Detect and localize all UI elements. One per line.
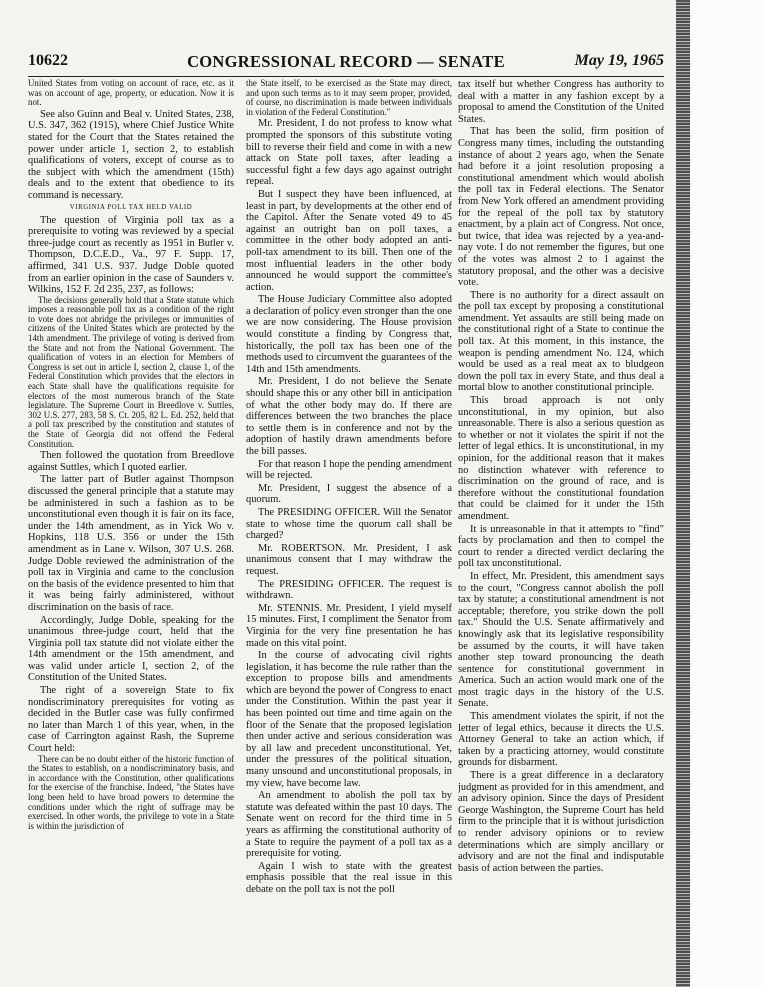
paragraph: Then followed the quotation from Breedlove against Suttles, which I quoted earlier. xyxy=(28,450,234,473)
page-header xyxy=(28,52,664,77)
paragraph: The question of Virginia poll tax as a prerequisite to voting was reviewed by a special three-judge court as recently as 1951 in Butler v. Thompson, D.C.E.D., Va., 97 F. Supp. 17, affirmed, 341 U.S. 937. Judge Doble quoted from an earlier opinion in the case of Saunders v. Wilkins, 152 F. 2d 235, 237, as follows: xyxy=(28,214,234,296)
paragraph: Accordingly, Judge Doble, speaking for the unanimous three-judge court, held that the Virginia poll tax statute did not violate either the 14th amendment or the 15th amendment, and was valid under article I, section 2, of the Constitution of the United States. xyxy=(28,614,234,684)
publication-date: May 19, 1965 xyxy=(574,52,664,69)
paragraph: Mr. President, I do not believe the Senate should shape this or any other bill in anticipation of what the other body may do. If there are differences between the two branches the place to settle them is in conference and not by the adoption of hastily drawn amendments before the bill passes. xyxy=(246,376,452,457)
paragraph: There is no authority for a direct assault on the poll tax except by proposing a constitutional amendment. Yet assaults are still being made on the constitutional right of a State to continue the poll tax. At this moment, in this instance, the weapon is pending amendment No. 124, which would be used as a real meat ax to bludgeon down the poll tax in every State, and thus deal a mortal blow to another constitutional principle. xyxy=(458,289,664,394)
paragraph: For that reason I hope the pending amendment will be rejected. xyxy=(246,458,452,482)
paragraph: The right of a sovereign State to fix nondiscriminatory prerequisites for voting as decided in the Butler case was fully confirmed no later than March 1 of this year, when, in the case of Carrington against Rash, the Supreme Court held: xyxy=(28,685,234,755)
paragraph: See also Guinn and Beal v. United States, 238, U.S. 347, 362 (1915), where Chief Justice White stated for the Court that the States retained the power under article 1, section 2, to establish qualifications of voters, except of course as to the subject with which the amendment (15th) deals and to the extent that obedience to its command is necessary. xyxy=(28,108,234,201)
paragraph: This broad approach is not only unconstitutional, in my opinion, but also unreasonable. There is also a serious question as to whether or not it violates the spirit if not the letter of legal ethics. It is unconstitutional, in my opinion, for the additional reason that it makes no distinction whatever with reference to discrimination on the ground of race, and is therefore without the constitutional foundation that could be claimed for it under the 15th amendment. xyxy=(458,395,664,522)
column-left xyxy=(28,79,234,979)
paragraph: That has been the solid, firm position of Congress many times, including the outstanding instance of about 2 years ago, when the Senate had before it a joint resolution proposing a constitutional amendment which would abolish the poll tax in Federal elections. The Senator from New York offered an amendment providing for the repeal of the poll tax by statutory enactment, by a plain act of Congress. Not once, but twice, that idea was rejected by a yea-and-nay vote. I do not remember the figures, but one of the votes was almost 2 to 1 against the statutory proposal, and the other was a decisive vote. xyxy=(458,126,664,289)
paragraph: The PRESIDING OFFICER. Will the Senator state to whose time the quorum call shall be charged? xyxy=(246,506,452,542)
paragraph: Again I wish to state with the greatest emphasis possible that the real issue in this debate on the poll tax is not the poll xyxy=(246,860,452,895)
paragraph: In the course of advocating civil rights legislation, it has become the rule rather than the exception to propose bills and amendments which are beyond the power of Congress to enact under the Constitution. Within the past year it has been pointed out time and time again on the floor of the Senate that the proposed legislation then under active and serious consideration was by all law and precedent unconstitutional. Yet, under the pressures of the political situation, many unsound and unconstitutional proposals, in my view, have become law. xyxy=(246,650,452,789)
paragraph: Mr. ROBERTSON. Mr. President, I ask unanimous consent that I may withdraw the request. xyxy=(246,542,452,577)
paragraph: It is unreasonable in that it attempts to "find" facts by proclamation and then to compel the court to render a directed verdict declaring the poll tax unconstitutional. xyxy=(458,523,664,570)
paragraph: This amendment violates the spirit, if not the letter of legal ethics, because it directs the U.S. Attorney General to take an action which, if taken by a practicing attorney, would constitute grounds for disbarment. xyxy=(458,711,664,769)
paragraph: An amendment to abolish the poll tax by statute was defeated within the past 10 days. The Senate went on record for the third time in 5 years as affirming the constitutional authority of a State to require the payment of a poll tax as a prerequisite for voting. xyxy=(246,790,452,860)
column-right xyxy=(458,79,664,979)
paragraph: The latter part of Butler against Thompson discussed the general principle that a statute may be administered in such a fashion as to be unconstitutional even though it is fair on its face, under the 14th amendment, as in Yick Wo v. Hopkins, 118 U.S. 356 or under the 15th amendment as in Lane v. Wilson, 307 U.S. 268. Judge Doble reviewed the administration of the poll tax in Virginia and came to the conclusion on the basis of the evidence presented to him that it was being fairly administered, without discrimination on the basis of race. xyxy=(28,474,234,613)
paragraph: There is a great difference in a declaratory judgment as provided for in this amendment, and an advisory opinion. Since the days of President George Washington, the Supreme Court has held firm to the principle that it is without jurisdiction to render advisory opinions or to review determinations which are simply ancillary or advisory and are not the final and indisputable basis of action between the parties. xyxy=(458,770,664,874)
paragraph: tax itself but whether Congress has authority to deal with a matter in any fashion except by a proposal to amend the Constitution of the United States. xyxy=(458,79,664,125)
publication-title: CONGRESSIONAL RECORD — SENATE xyxy=(187,52,505,71)
column-middle xyxy=(246,79,452,979)
paragraph: But I suspect they have been influenced, at least in part, by developments at the other end of the Capitol. After the Senate voted 49 to 45 against an outright ban on poll taxes, a committee in the other body adopted an anti-poll-tax amendment to its bill. Then one of the most influential leaders in the other body announced he would support the committee's action. xyxy=(246,188,452,293)
paragraph: Mr. President, I suggest the absence of a quorum. xyxy=(246,482,452,506)
page-number: 10622 xyxy=(28,52,68,69)
paragraph: United States from voting on account of race, etc. as it was on account of age, property, or education. Now it is not. xyxy=(28,79,234,108)
section-subheading: VIRGINIA POLL TAX HELD VALID xyxy=(69,203,193,211)
paragraph: In effect, Mr. President, this amendment says to the court, "Congress cannot abolish the poll tax by statute; a constitutional amendment is not acceptable; therefore, you strike down the poll tax." Should the U.S. Senate affirmatively and knowingly ask that its legislative responsibility be assumed by the courts, it will have taken another step toward pronouncing the death sentence for constitutional government in America. Such an action would mark one of the most tragic days in the history of the U.S. Senate. xyxy=(458,570,664,710)
paragraph: The PRESIDING OFFICER. The request is withdrawn. xyxy=(246,578,452,602)
paragraph: The House Judiciary Committee also adopted a declaration of policy even stronger than the one we are now considering. The House provision would constitute a finding by Congress that, historically, the poll tax has been one of the methods used to circumvent the guarantees of the 14th and 15th amendments. xyxy=(246,294,452,375)
scan-binding-edge xyxy=(676,0,690,987)
block-quote: There can be no doubt either of the historic function of the States to establish, on a nondiscriminatory basis, and in accordance with the Constitution, other qualifications for the exercise of the franchise. Indeed, "the States have long been held to have broad powers to determine the conditions under which the right of suffrage may be exercised. In other words, the privilege to vote in a State is within the jurisdiction of xyxy=(28,753,234,831)
scan-margin xyxy=(690,0,763,987)
block-quote: The decisions generally hold that a State statute which imposes a reasonable poll tax as a condition of the right to vote does not abridge the privileges or immunities of citizens of the United States which are protected by the 14th amendment. The privilege of voting is derived from the State and not from the National Government. The qualification of voters in an election for Members of Congress is set out in article I, section 2, clause 1, of the Federal Constitution which provides that the electors in each State shall have the qualifications requisite for electors of the most numerous branch of the State legislature. The Supreme Court in Breedlove v. Suttles, 302 U.S. 277, 283, 58 S. Ct. 205, 82 L. Ed. 252, held that a poll tax prescribed by the constitution and statutes of the State of Georgia did not offend the Federal Constitution. xyxy=(28,294,234,449)
block-quote-continued: the State itself, to be exercised as the State may direct, and upon such terms as to it may seem proper, provided, of course, no discrimination is made between individuals in violation of the Federal Constitution." xyxy=(246,79,452,117)
paragraph: Mr. STENNIS. Mr. President, I yield myself 15 minutes. First, I compliment the Senator from Virginia for the very fine presentation he has made on this vital point. xyxy=(246,602,452,649)
paragraph: Mr. President, I do not profess to know what prompted the sponsors of this substitute voting bill to reverse their field and come in with a new attack on State poll taxes, after leading a successful fight a few days ago against outright repeal. xyxy=(246,118,452,188)
